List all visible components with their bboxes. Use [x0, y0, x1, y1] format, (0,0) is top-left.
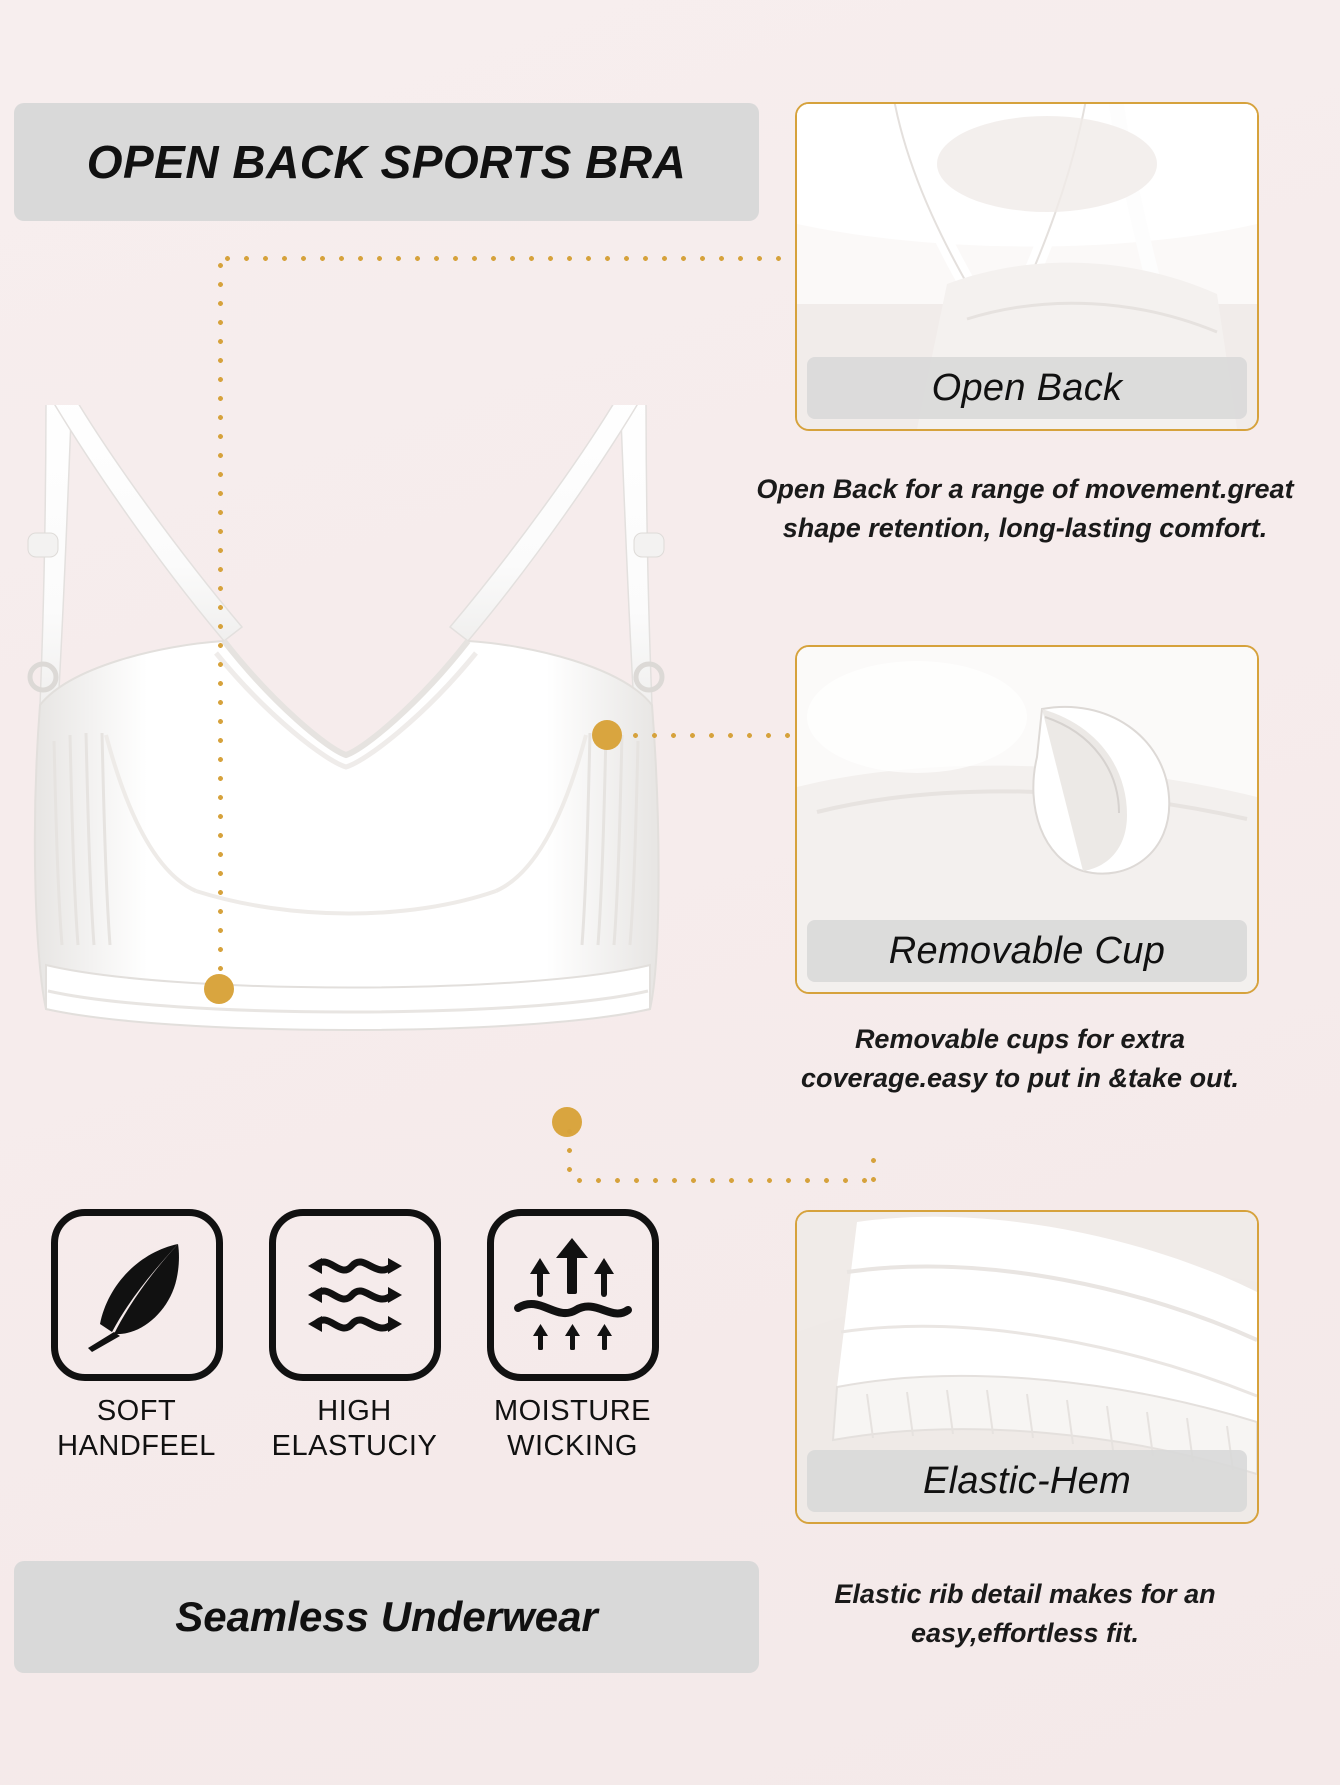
- connector-hem-up: [871, 1151, 876, 1183]
- feature-soft-handfeel-label: [44, 1394, 229, 1464]
- card-removable-cup-description: Removable cups for extra coverage.easy to put in &take out.: [800, 1024, 1240, 1094]
- moisture-arrows-icon: [510, 1236, 636, 1354]
- feature-line-2: HANDFEEL: [57, 1429, 216, 1462]
- feather-icon: [78, 1236, 196, 1354]
- connector-node-cup: [592, 720, 622, 750]
- card-removable-cup[interactable]: [795, 645, 1259, 994]
- feature-line-1: SOFT: [96, 1395, 177, 1427]
- footer-title: Seamless Underwear: [14, 1561, 759, 1673]
- feature-high-elasticity: [262, 1209, 447, 1464]
- feather-icon-box: [51, 1209, 223, 1381]
- card-elastic-hem-caption: Elastic-Hem: [807, 1450, 1247, 1512]
- feature-line-2: ELASTUCIY: [271, 1429, 438, 1462]
- connector-hem-down: [567, 1122, 572, 1180]
- stretch-waves-icon: [292, 1240, 418, 1350]
- page-title: OPEN BACK SPORTS BRA: [14, 103, 759, 221]
- feature-high-elasticity-label: [262, 1394, 447, 1464]
- connector-title-down: [218, 256, 223, 988]
- card-open-back[interactable]: [795, 102, 1259, 431]
- card-elastic-hem[interactable]: [795, 1210, 1259, 1524]
- feature-moisture-wicking-label: [480, 1394, 665, 1464]
- card-open-back-caption: Open Back: [807, 357, 1247, 419]
- card-removable-cup-caption: Removable Cup: [807, 920, 1247, 982]
- card-open-back-description: Open Back for a range of movement.great shape retention, long-lasting comfort.: [756, 474, 1294, 544]
- connector-cup-to-card: [626, 733, 794, 738]
- product-image: [10, 405, 750, 1085]
- feature-line-2: WICKING: [507, 1429, 638, 1462]
- stretch-waves-icon-box: [269, 1209, 441, 1381]
- connector-hem-to-card: [570, 1178, 876, 1183]
- feature-line-1: HIGH: [317, 1395, 392, 1427]
- connector-title-to-openback: [218, 256, 790, 261]
- card-elastic-hem-description: Elastic rib detail makes for an easy,effortless fit.: [834, 1579, 1216, 1649]
- feature-line-1: MOISTURE: [493, 1395, 652, 1427]
- moisture-arrows-icon-box: [487, 1209, 659, 1381]
- connector-node-front: [204, 974, 234, 1004]
- feature-soft-handfeel: [44, 1209, 229, 1464]
- feature-moisture-wicking: [480, 1209, 665, 1464]
